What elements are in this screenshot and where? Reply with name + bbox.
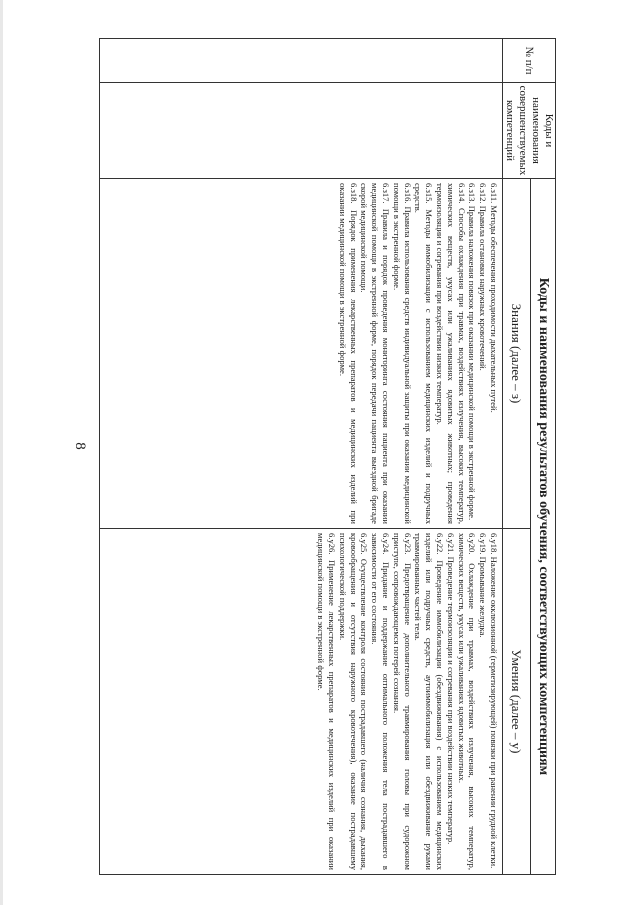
skills-cell — [100, 529, 503, 875]
header-number: № п/п — [503, 39, 556, 83]
skill-item: 6.у18. Наложение окклюзионной (герметизирующей) повязки при ранении грудной клетки. — [489, 533, 499, 869]
knowledge-item: 6.з16. Правила использования средств индивидуальной защиты при оказании медицинской помощи в экстренной форме. — [391, 183, 413, 524]
table-row — [100, 39, 503, 875]
header-codes: Коды и наименования совершенствуемых компетенций — [503, 83, 556, 179]
page-number: 8 — [72, 442, 88, 450]
cell-codes — [100, 83, 503, 179]
knowledge-item: 6.з12. Правила остановки наружных кровотечений. — [478, 183, 489, 371]
knowledge-item: 6.з18. Порядок применения лекарственных препаратов и медицинских изделий при оказании медицинской помощи в экстренной форме. — [337, 183, 359, 524]
skill-item: 6.у25. Осуществление контроля состояния пострадавшего (наличия сознания, дыхания, кровообращения и отсутствия наружного кровотечения), оказание пострадавшему психологической поддержки. — [337, 533, 370, 870]
skill-item: 6.у20. Охлаждение при травмах, воздействиях излучения, высоких температур, химических веществ, укусах или ужаливаниях ядовитых животных. — [456, 533, 478, 870]
skill-item: 6.у21. Проведение термоизоляции и согревания при воздействии низких температур. — [445, 533, 456, 845]
knowledge-item: 6.з11. Методы обеспечения проходимости дыхательных путей. — [489, 183, 499, 413]
knowledge-item: 6.з13. Правила наложения повязок при оказании медицинской помощи в экстренной форме. — [467, 183, 478, 521]
skill-item: 6.у22. Проведение иммобилизации (обездвиживания) с использованием медицинских изделий или подручных средств, аутоиммобилизация или обездвиживание руками травмированных частей тела. — [413, 533, 446, 870]
header-skills: Умения (далее – у) — [503, 529, 531, 875]
skill-item: 6.у23. Предотвращение дополнительного травмирования головы при судорожном приступе, сопровождающемся потерей сознания. — [391, 533, 413, 870]
knowledge-item: 6.з15. Методы иммобилизации с использованием медицинских изделий и подручных средств. — [413, 183, 435, 524]
knowledge-cell — [100, 179, 503, 529]
skill-item: 6.у24. Придание и поддержание оптимального положения тела пострадавшего в зависимости от его состояния. — [370, 533, 392, 870]
competencies-table — [99, 38, 556, 875]
header-knowledge: Знания (далее – з) — [503, 179, 531, 529]
header-results: Коды и наименования результатов обучения, соответствующих компетенциям — [531, 179, 556, 875]
knowledge-item: 6.з17. Правила и порядок проведения мониторинга состояния пациента при оказании медицинской помощи в экстренной форме, порядок передачи пациента выездной бригаде скорой медицинской помощи. — [359, 183, 392, 524]
skill-item: 6.у26. Применение лекарственных препаратов и медицинских изделий при оказании медицинской помощи в экстренной форме. — [316, 533, 338, 870]
cell-number — [100, 39, 503, 83]
knowledge-item: 6.з14. Способы охлаждения при травмах, воздействиях излучения, высоких температур, химических веществ, укусах или ужаливаниях ядовитых животных; проведения термоизоляции и согревания при воздействии низких температур. — [435, 183, 467, 524]
skill-item: 6.у19. Промывание желудка. — [478, 533, 489, 638]
